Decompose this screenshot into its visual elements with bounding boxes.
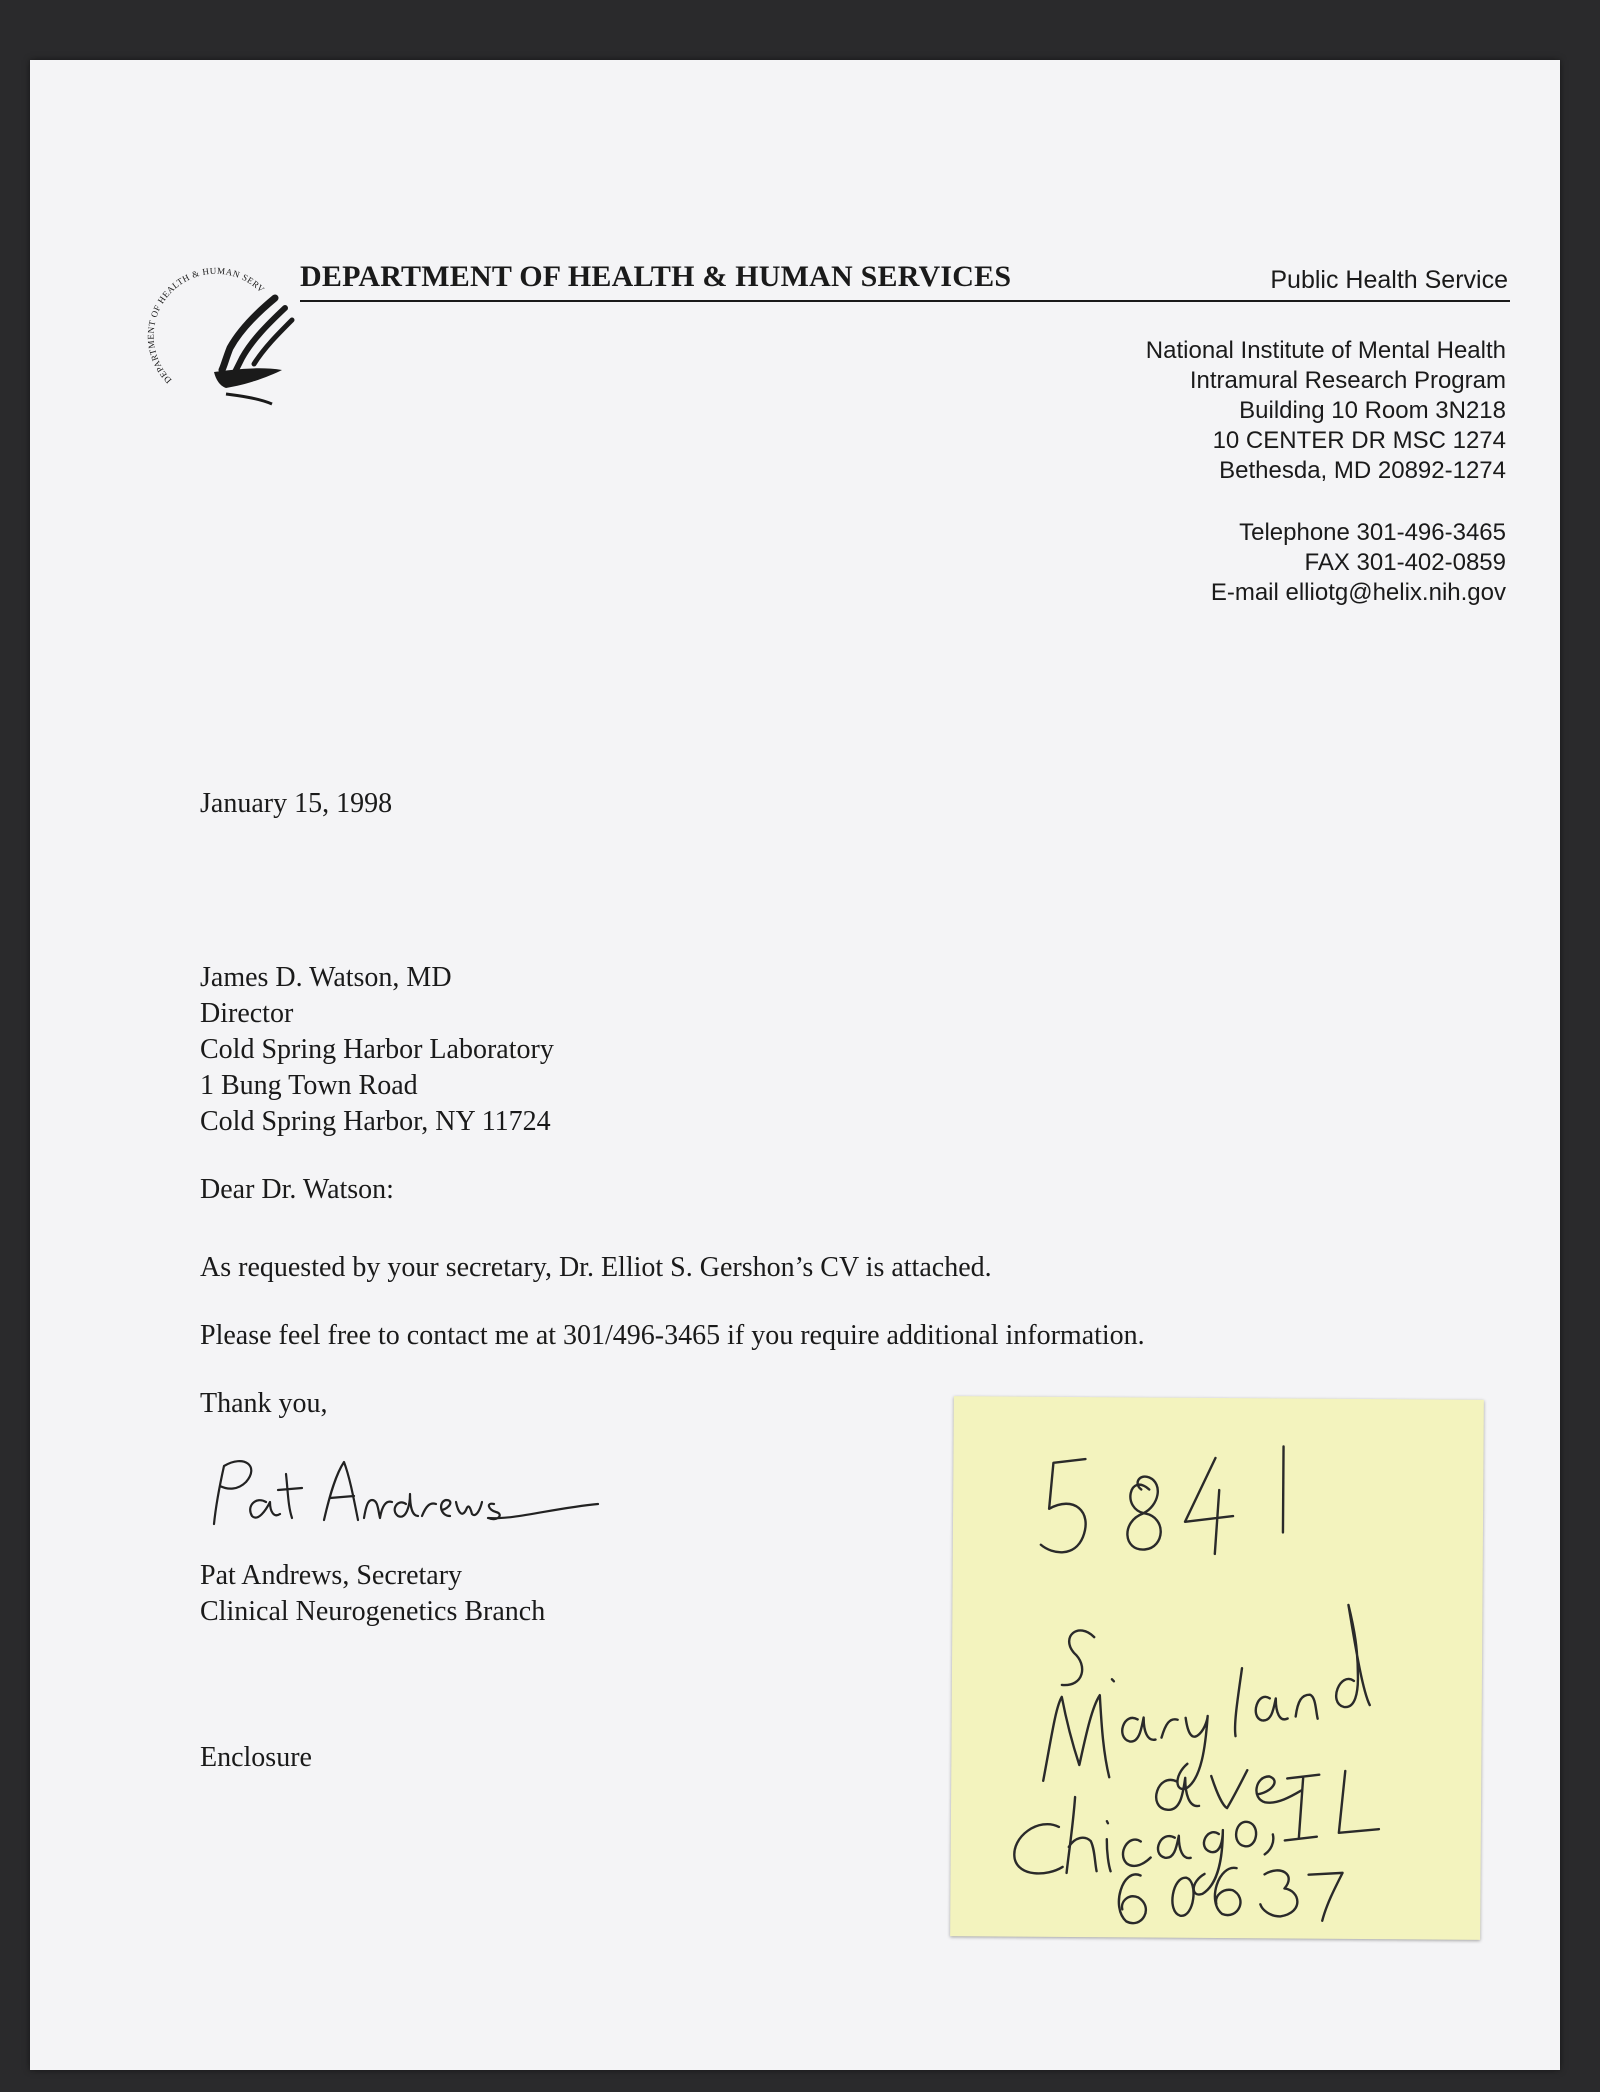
address-line: 10 CENTER DR MSC 1274 — [1212, 427, 1506, 454]
recipient-line: Cold Spring Harbor Laboratory — [200, 1034, 554, 1065]
telephone-line: Telephone 301-496-3465 — [1239, 519, 1506, 546]
department-heading: DEPARTMENT OF HEALTH & HUMAN SERVICES — [300, 260, 1012, 293]
recipient-address — [200, 960, 554, 1140]
seal-text: DEPARTMENT OF HEALTH & HUMAN SERV — [145, 265, 267, 386]
service-name: Public Health Service — [1270, 266, 1508, 294]
address-line: National Institute of Mental Health — [1145, 337, 1506, 364]
fax-line: FAX 301-402-0859 — [1304, 549, 1506, 576]
letterhead-rule — [300, 300, 1510, 302]
signer-branch: Clinical Neurogenetics Branch — [200, 1596, 546, 1627]
hhs-seal-logo — [130, 220, 300, 430]
salutation: Dear Dr. Watson: — [200, 1174, 394, 1205]
body-paragraph: As requested by your secretary, Dr. Elliot S. Gershon’s CV is attached. — [200, 1252, 992, 1283]
address-line: Building 10 Room 3N218 — [1239, 397, 1506, 424]
handwritten-signature — [194, 1444, 614, 1544]
recipient-line: Director — [200, 998, 294, 1029]
address-line: Bethesda, MD 20892-1274 — [1219, 457, 1506, 484]
enclosure-note: Enclosure — [200, 1742, 312, 1773]
sender-contact — [1211, 518, 1506, 608]
sender-address — [1146, 336, 1506, 486]
closing: Thank you, — [200, 1388, 328, 1419]
email-line: E-mail elliotg@helix.nih.gov — [1210, 579, 1506, 606]
recipient-line: James D. Watson, MD — [200, 962, 452, 993]
letter-page — [30, 60, 1560, 2070]
signer-block — [200, 1558, 545, 1630]
svg-text:DEPARTMENT OF HEALTH & HUMAN S — [130, 220, 267, 385]
signer-name: Pat Andrews, Secretary — [200, 1560, 463, 1591]
letter-date: January 15, 1998 — [200, 788, 393, 819]
body-paragraph: Please feel free to contact me at 301/496-3465 if you require additional information. — [200, 1320, 1145, 1351]
address-line: Intramural Research Program — [1189, 367, 1506, 394]
sticky-note — [950, 1396, 1484, 1940]
recipient-line: 1 Bung Town Road — [200, 1070, 418, 1101]
recipient-line: Cold Spring Harbor, NY 11724 — [200, 1106, 551, 1137]
